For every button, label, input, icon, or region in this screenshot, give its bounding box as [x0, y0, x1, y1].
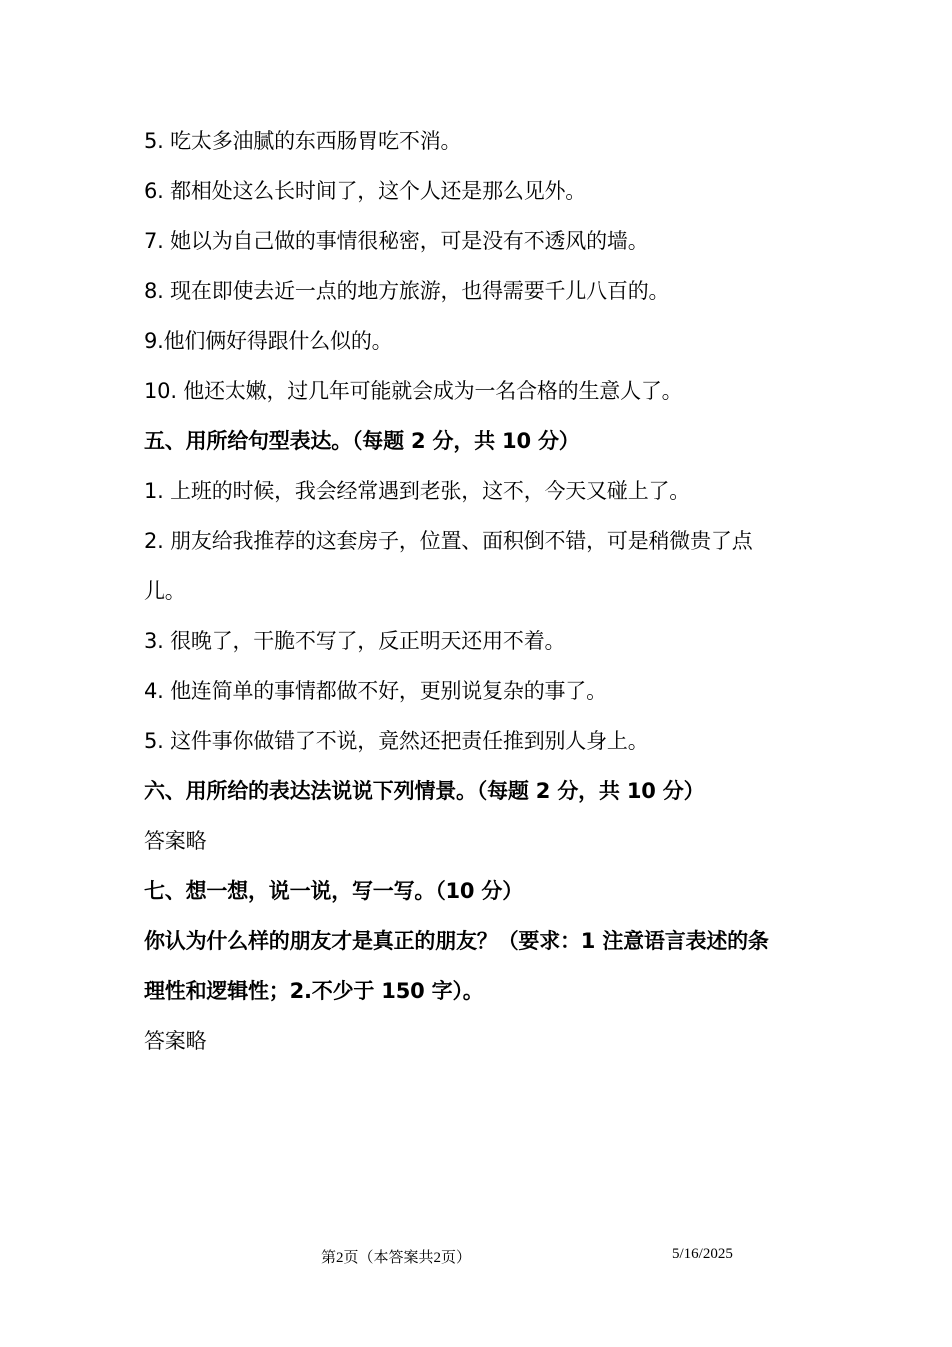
section-five-answer-3: 3. 很晚了，干脆不写了，反正明天还用不着。	[144, 629, 566, 653]
answer-line-8: 8. 现在即使去近一点的地方旅游，也得需要千儿八百的。	[144, 279, 670, 303]
section-six-heading: 六、用所给的表达法说说下列情景。（每题 2 分，共 10 分）	[144, 779, 705, 803]
section-six-answer: 答案略	[144, 829, 207, 853]
page-footer	[0, 1246, 952, 1270]
section-seven-prompt-cont: 理性和逻辑性；2.不少于 150 字）。	[144, 979, 484, 1003]
footer-date: 5/16/2025	[672, 1246, 733, 1262]
answer-line-9: 9.他们俩好得跟什么似的。	[144, 329, 393, 353]
section-five-answer-5: 5. 这件事你做错了不说，竟然还把责任推到别人身上。	[144, 729, 649, 753]
answer-line-5: 5. 吃太多油腻的东西肠胃吃不消。	[144, 129, 462, 153]
document-body	[144, 116, 824, 1066]
section-five-heading: 五、用所给句型表达。（每题 2 分，共 10 分）	[144, 429, 580, 453]
section-seven-prompt: 你认为什么样的朋友才是真正的朋友？（要求：1 注意语言表述的条	[144, 929, 769, 953]
page-number-label: 第2页（本答案共2页）	[321, 1250, 472, 1266]
section-seven-heading: 七、想一想，说一说，写一写。（10 分）	[144, 879, 524, 903]
section-five-answer-2: 2. 朋友给我推荐的这套房子，位置、面积倒不错，可是稍微贵了点	[144, 529, 753, 553]
answer-line-10: 10. 他还太嫩，过几年可能就会成为一名合格的生意人了。	[144, 379, 683, 403]
section-seven-answer: 答案略	[144, 1029, 207, 1053]
answer-line-7: 7. 她以为自己做的事情很秘密，可是没有不透风的墙。	[144, 229, 649, 253]
section-five-answer-1: 1. 上班的时候，我会经常遇到老张，这不，今天又碰上了。	[144, 479, 691, 503]
section-five-answer-4: 4. 他连简单的事情都做不好，更别说复杂的事了。	[144, 679, 607, 703]
answer-line-6: 6. 都相处这么长时间了，这个人还是那么见外。	[144, 179, 587, 203]
section-five-answer-2-cont: 儿。	[144, 579, 186, 603]
